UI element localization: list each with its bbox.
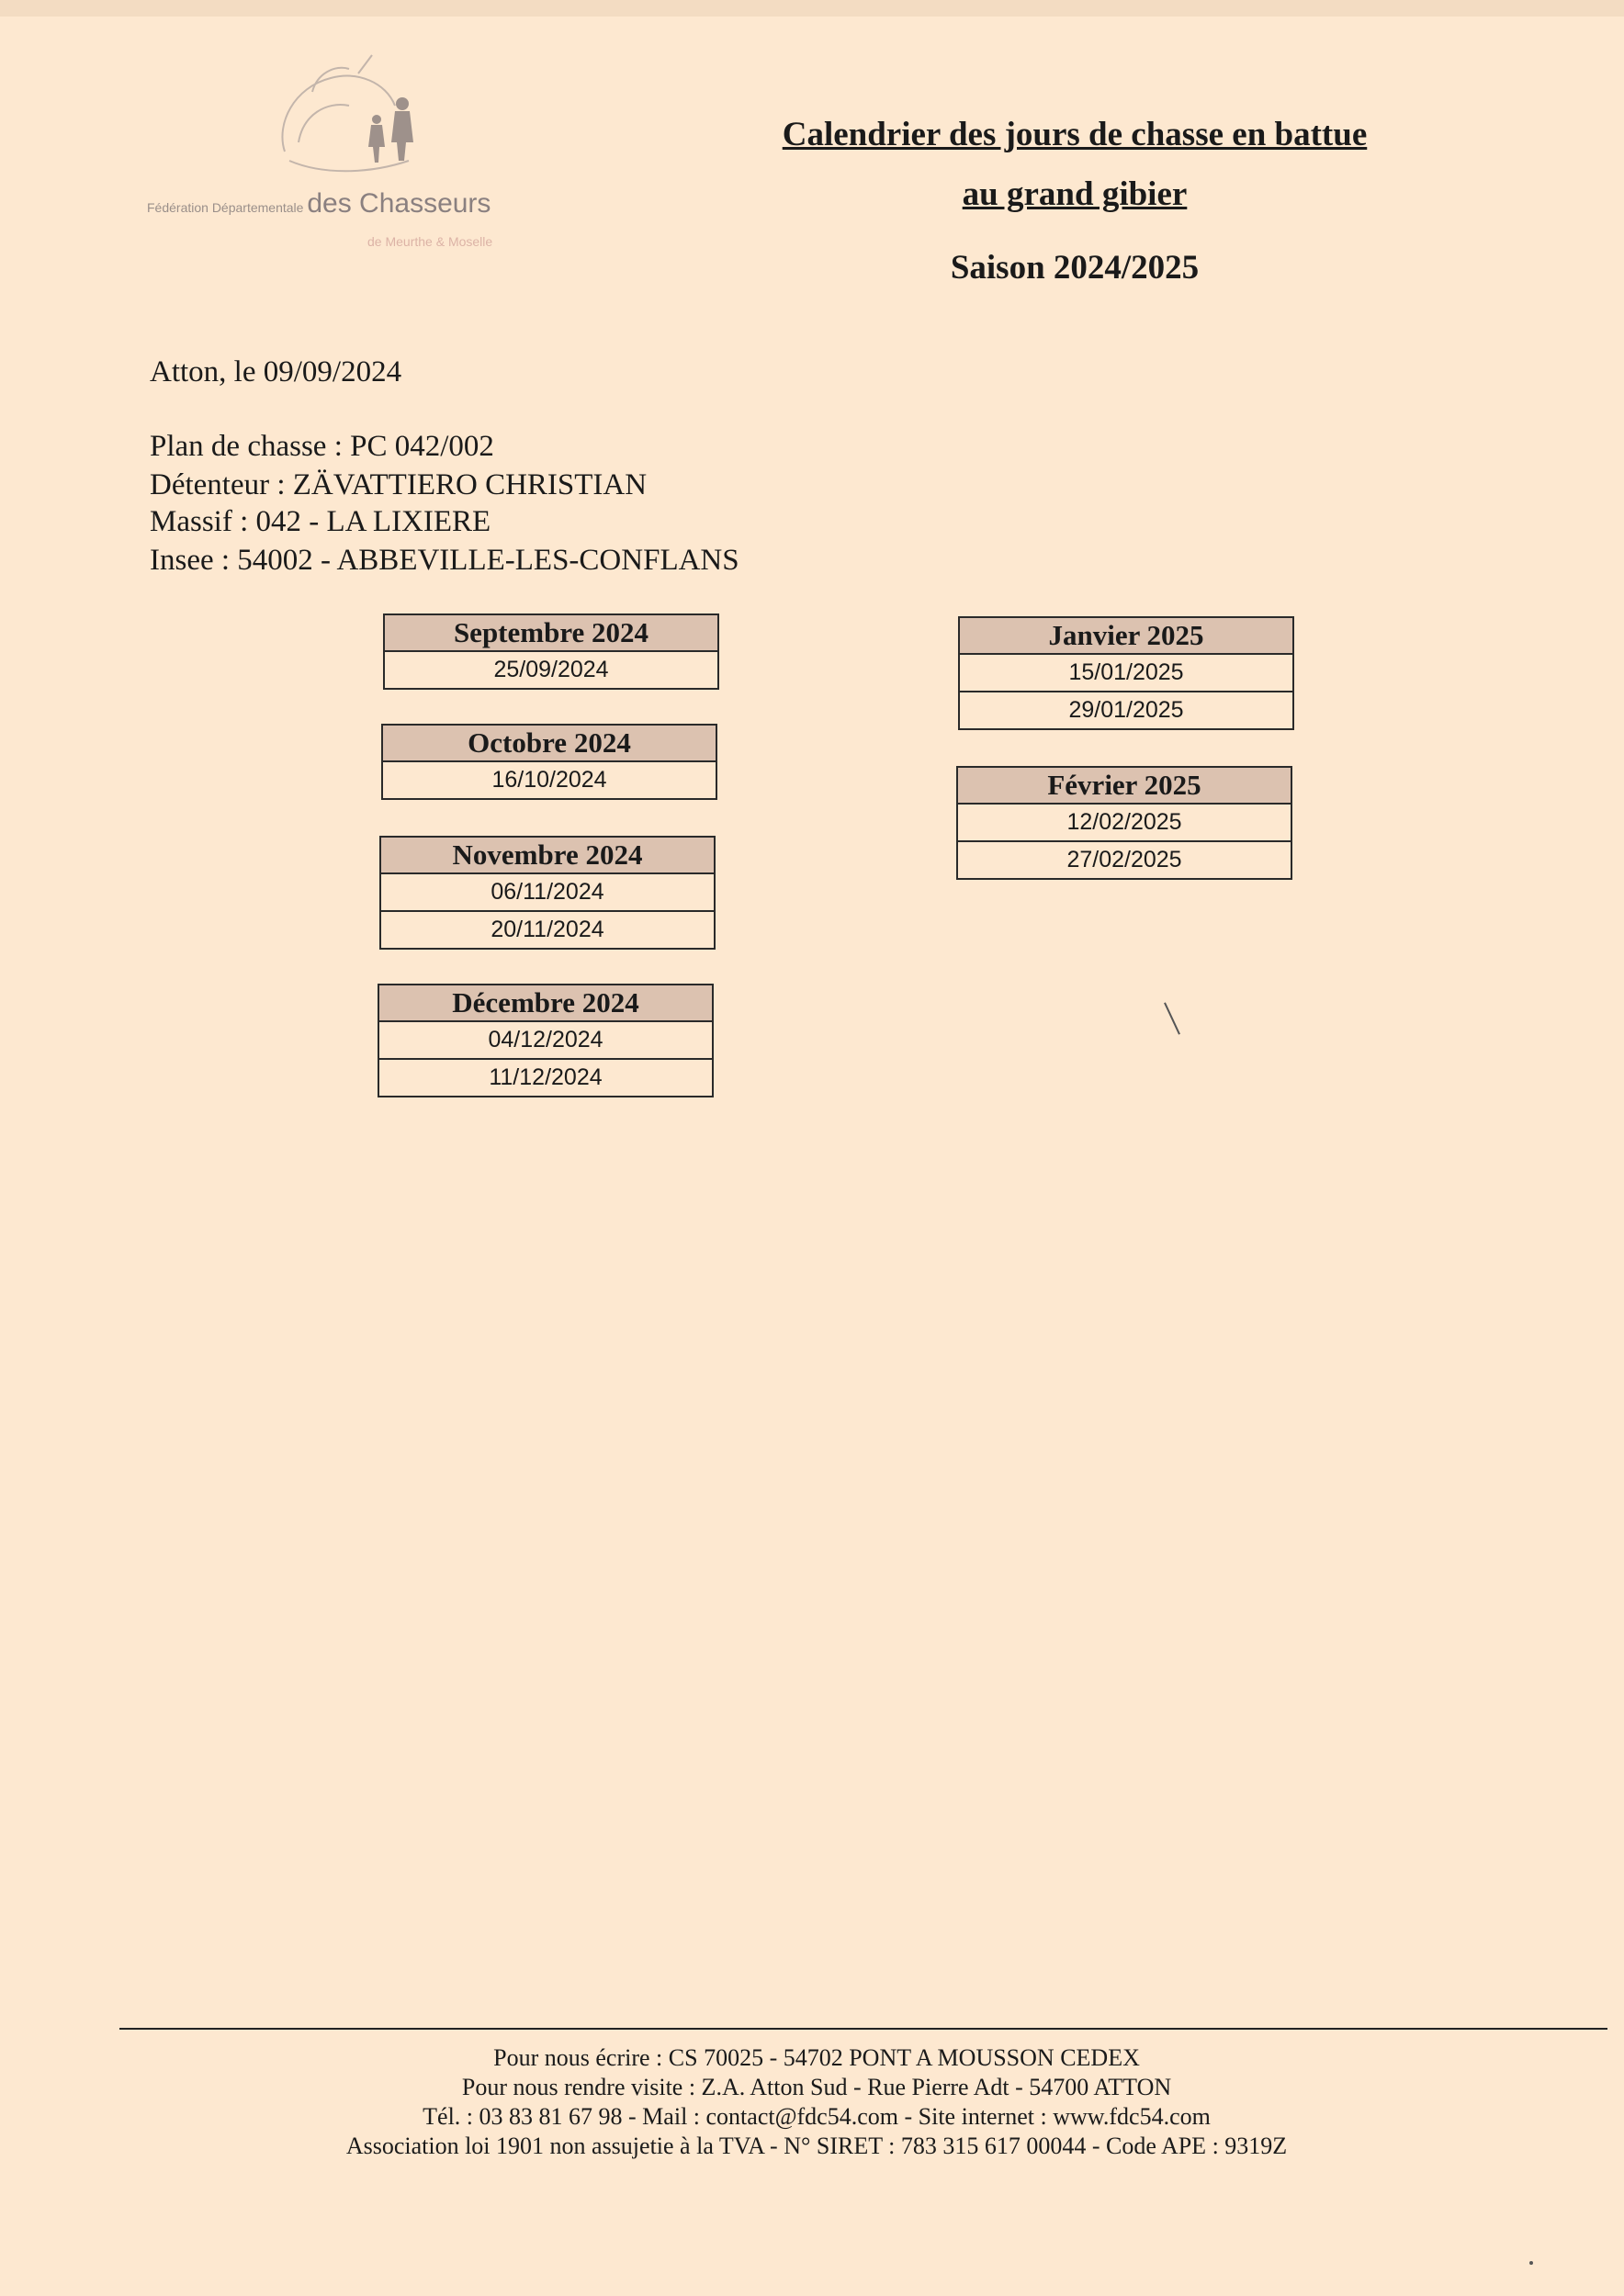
- federation-logo: [147, 51, 570, 262]
- handwritten-note-signature: [1258, 1945, 1624, 2019]
- month-table-november: [379, 836, 716, 950]
- month-name: Janvier 2025: [960, 618, 1292, 655]
- insee: Insee : 54002 - ABBEVILLE-LES-CONFLANS: [150, 544, 739, 577]
- month-table-october: [381, 724, 717, 800]
- footer-divider: [119, 2028, 1607, 2030]
- hunt-date: 29/01/2025: [960, 691, 1292, 728]
- month-table-december: [378, 984, 714, 1097]
- document-title: Calendrier des jours de chasse en battue: [782, 116, 1368, 153]
- month-table-january: [958, 616, 1294, 730]
- hunt-date: 04/12/2024: [488, 1027, 603, 1052]
- document-subtitle: au grand gibier: [962, 175, 1188, 213]
- footer-postal-address: Pour nous écrire : CS 70025 - 54702 PONT A MOUSSON CEDEX: [493, 2044, 1140, 2071]
- plan-de-chasse: Plan de chasse : PC 042/002: [150, 430, 494, 463]
- logo-text-federation: Fédération Départementale des Chasseurs: [147, 188, 491, 219]
- footer-legal: Association loi 1901 non assujetie à la TVA - N° SIRET : 783 315 617 00044 - Code APE : 9319Z: [345, 2133, 1288, 2159]
- hunters-logo-icon: [248, 51, 459, 188]
- hunt-date: 06/11/2024: [491, 879, 604, 905]
- detenteur: Détenteur : ZÄVATTIERO CHRISTIAN: [150, 468, 648, 501]
- massif: Massif : 042 - LA LIXIERE: [150, 505, 491, 538]
- season-label: Saison 2024/2025: [950, 249, 1200, 287]
- hunt-date: 15/01/2025: [1068, 659, 1184, 685]
- month-table-september: [383, 613, 719, 690]
- hunt-date: 25/09/2024: [493, 657, 609, 682]
- footer-visit-address: Pour nous rendre visite : Z.A. Atton Sud - Rue Pierre Adt - 54700 ATTON: [461, 2074, 1172, 2100]
- pen-mark: [1164, 1002, 1180, 1034]
- logo-text-region: de Meurthe & Moselle: [367, 234, 493, 249]
- hunt-date: 27/02/2025: [958, 840, 1291, 878]
- month-name: Septembre 2024: [385, 615, 717, 652]
- month-name: Novembre 2024: [381, 838, 714, 874]
- footer-contact: [123, 2043, 1510, 2161]
- hunt-date: 11/12/2024: [379, 1058, 712, 1096]
- month-name: Février 2025: [958, 768, 1291, 805]
- month-name: Octobre 2024: [383, 726, 716, 762]
- month-name: Décembre 2024: [379, 985, 712, 1022]
- month-table-february: [956, 766, 1292, 880]
- hunt-date: 12/02/2025: [1066, 809, 1182, 835]
- pen-dot: [1529, 2261, 1533, 2265]
- hunt-date: 20/11/2024: [381, 910, 714, 948]
- hunt-date: 16/10/2024: [491, 767, 607, 793]
- place-date: Atton, le 09/09/2024: [150, 355, 402, 388]
- page-top-edge: [0, 0, 1624, 17]
- footer-phone-mail-web: Tél. : 03 83 81 67 98 - Mail : contact@fdc54.com - Site internet : www.fdc54.com: [423, 2103, 1211, 2130]
